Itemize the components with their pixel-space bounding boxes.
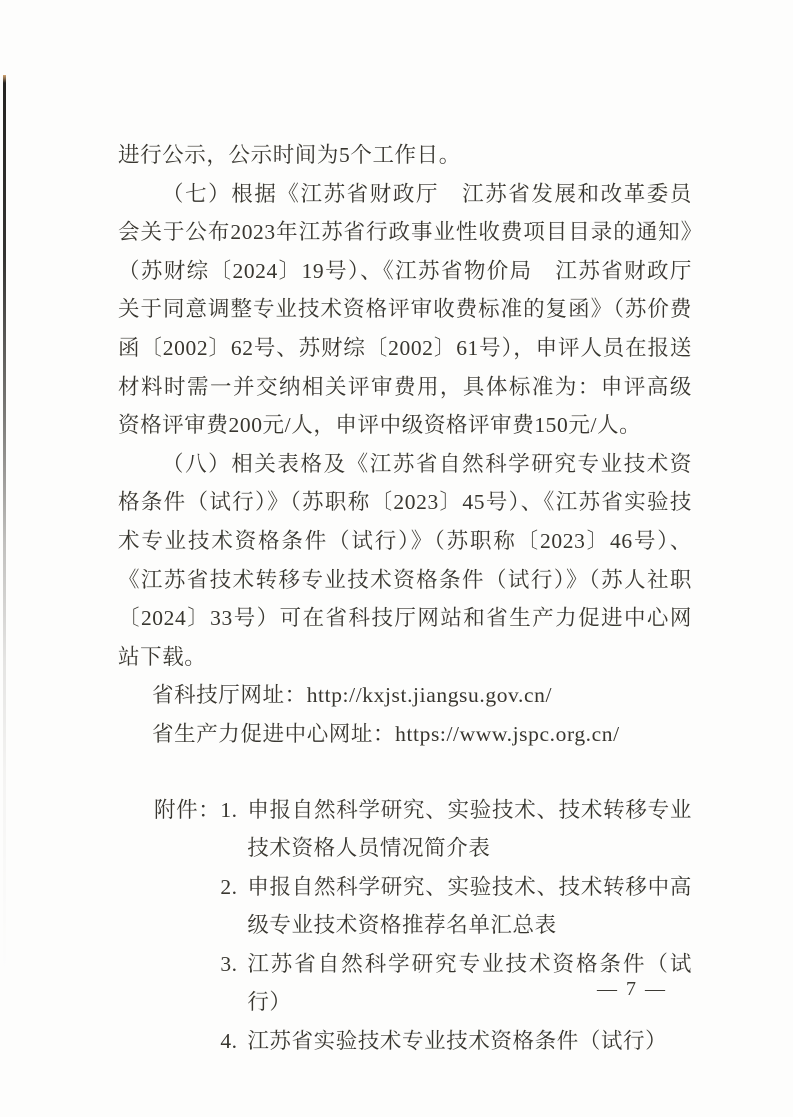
attachment-title: 江苏省自然科学研究专业技术资格条件（试行） (247, 951, 692, 1015)
attachment-number: 4. (220, 1029, 238, 1054)
attachments-label: 附件： (154, 797, 221, 822)
page-number: — 7 — (597, 978, 667, 1000)
line-website-science-dept: 省科技厅网址：http://kxjst.jiangsu.gov.cn/ (152, 683, 553, 708)
attachment-item (220, 868, 692, 945)
attachment-title: 江苏省实验技术专业技术资格条件（试行） (247, 1029, 668, 1054)
line-website-productivity-center: 省生产力促进中心网址：https://www.jspc.org.cn/ (152, 721, 620, 746)
scan-edge-artifact (3, 75, 6, 975)
attachment-number: 1. (220, 797, 238, 822)
attachment-title: 申报自然科学研究、实验技术、技术转移专业技术资格人员情况简介表 (247, 797, 692, 861)
document-body (118, 136, 692, 1061)
attachments-block (118, 791, 692, 1061)
attachment-item (220, 791, 692, 868)
attachments-list (220, 791, 692, 1061)
paragraph-item-7-fees: （七）根据《江苏省财政厅 江苏省发展和改革委员会关于公布2023年江苏省行政事业性收费项目目录的通知》（苏财综〔2024〕19号）、《江苏省物价局 江苏省财政厅关于同意调整专业技术资格评审收费标准的复函》（苏价费函〔2002〕62号、苏财综〔2002〕61号），申评人员在报送材料时需一并交纳相关评审费用，具体标准为：申评高级资格评审费200元/人，申评中级资格评审费150元/人。 (118, 181, 692, 438)
paragraph-public-notice-continuation: 进行公示，公示时间为5个工作日。 (118, 143, 461, 167)
attachment-title: 申报自然科学研究、实验技术、技术转移中高级专业技术资格推荐名单汇总表 (247, 874, 692, 938)
paragraph-item-8-forms-download: （八）相关表格及《江苏省自然科学研究专业技术资格条件（试行）》（苏职称〔2023〕45号）、《江苏省实验技术专业技术资格条件（试行）》（苏职称〔2023〕46号）、《江苏省技术转移专业技术资格条件（试行）》（苏人社职〔2024〕33号）可在省科技厅网站和省生产力促进中心网站下载。 (118, 451, 692, 669)
attachment-number: 2. (220, 874, 238, 899)
attachment-item (220, 1022, 692, 1061)
attachment-number: 3. (220, 951, 238, 976)
